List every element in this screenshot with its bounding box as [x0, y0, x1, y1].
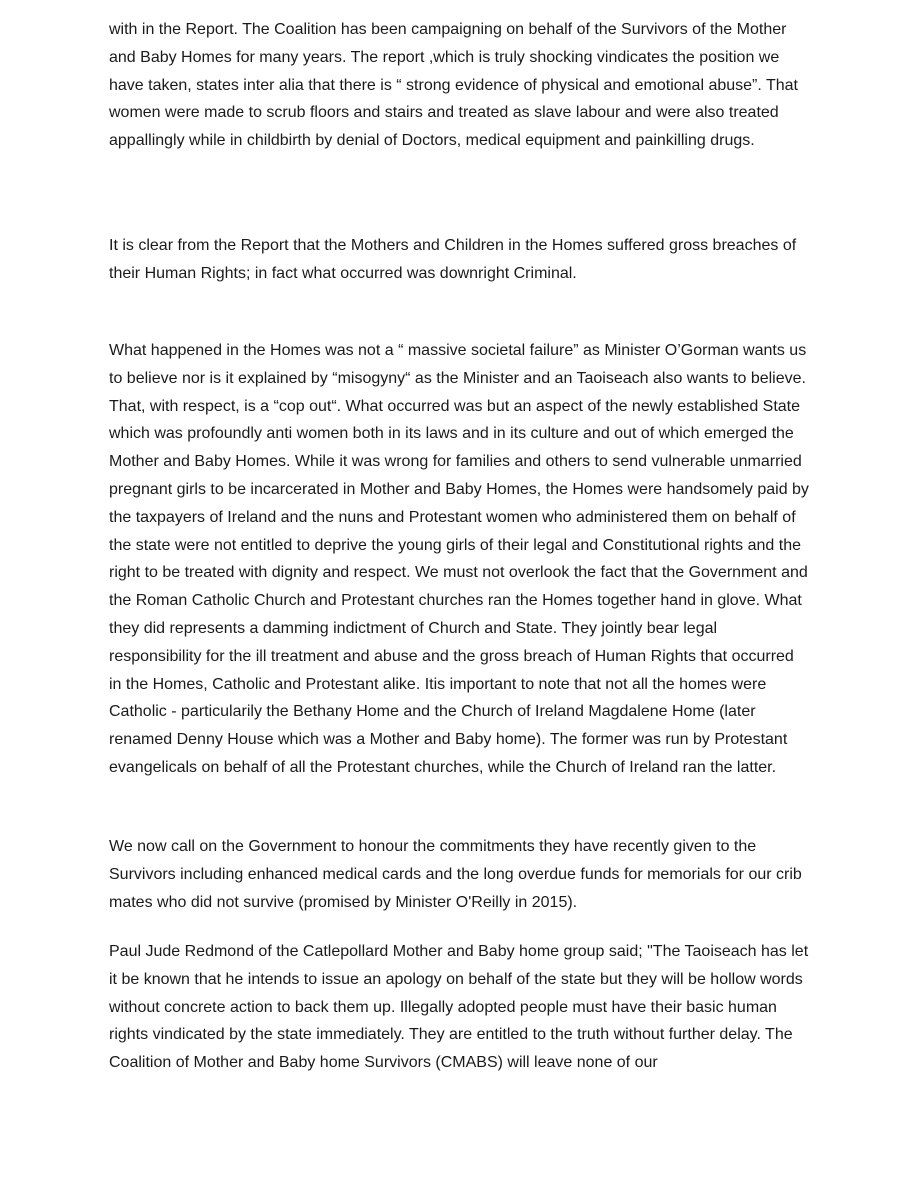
paragraph-report-findings: with in the Report. The Coalition has been campaigning on behalf of the Survivors of the Mother and Baby Homes for many years. The report ,which is truly shocking vindicates the position we have taken, states inter alia that there is “ strong evidence of physical and emotional abuse”. That women were made to scrub floors and stairs and treated as slave labour and were also treated appallingly while in childbirth by denial of Doctors, medical equipment and painkilling drugs. — [109, 21, 798, 150]
paragraph-human-rights: It is clear from the Report that the Mothers and Children in the Homes suffered gross breaches of their Human Rights; in fact what occurred was downright Criminal. — [109, 237, 797, 282]
paragraph-redmond-quote: Paul Jude Redmond of the Catlepollard Mother and Baby home group said; "The Taoiseach has let it be known that he intends to issue an apology on behalf of the state but they will be hollow words without concrete action to back them up. Illegally adopted people must have their basic human rights vindicated by the state immediately. They are entitled to the truth without further delay. The Coalition of Mother and Baby home Survivors (CMABS) will leave none of our — [109, 943, 809, 1072]
paragraph-government-call: We now call on the Government to honour the commitments they have recently given to the Survivors including enhanced medical cards and the long overdue funds for memorials for our crib mates who did not survive (promised by Minister O'Reilly in 2015). — [109, 838, 802, 911]
paragraph-church-and-state: What happened in the Homes was not a “ massive societal failure” as Minister O’Gorman wants us to believe nor is it explained by “misogyny“ as the Minister and an Taoiseach also wants to believe. That, with respect, is a “cop out“. What occurred was but an aspect of the newly established State which was profoundly anti women both in its laws and in its culture and out of which emerged the Mother and Baby Homes. While it was wrong for families and others to send vulnerable unmarried pregnant girls to be incarcerated in Mother and Baby Homes, the Homes were handsomely paid by the taxpayers of Ireland and the nuns and Protestant women who administered them on behalf of the state were not entitled to deprive the young girls of their legal and Constitutional rights and the right to be treated with dignity and respect. We must not overlook the fact that the Government and the Roman Catholic Church and Protestant churches ran the Homes together hand in glove. What they did represents a damming indictment of Church and State. They jointly bear legal responsibility for the ill treatment and abuse and the gross breach of Human Rights that occurred in the Homes, Catholic and Protestant alike. Itis important to note that not all the homes were Catholic - particularily the Bethany Home and the Church of Ireland Magdalene Home (later renamed Denny House which was a Mother and Baby home). The former was run by Protestant evangelicals on behalf of all the Protestant churches, while the Church of Ireland ran the latter. — [109, 342, 809, 776]
